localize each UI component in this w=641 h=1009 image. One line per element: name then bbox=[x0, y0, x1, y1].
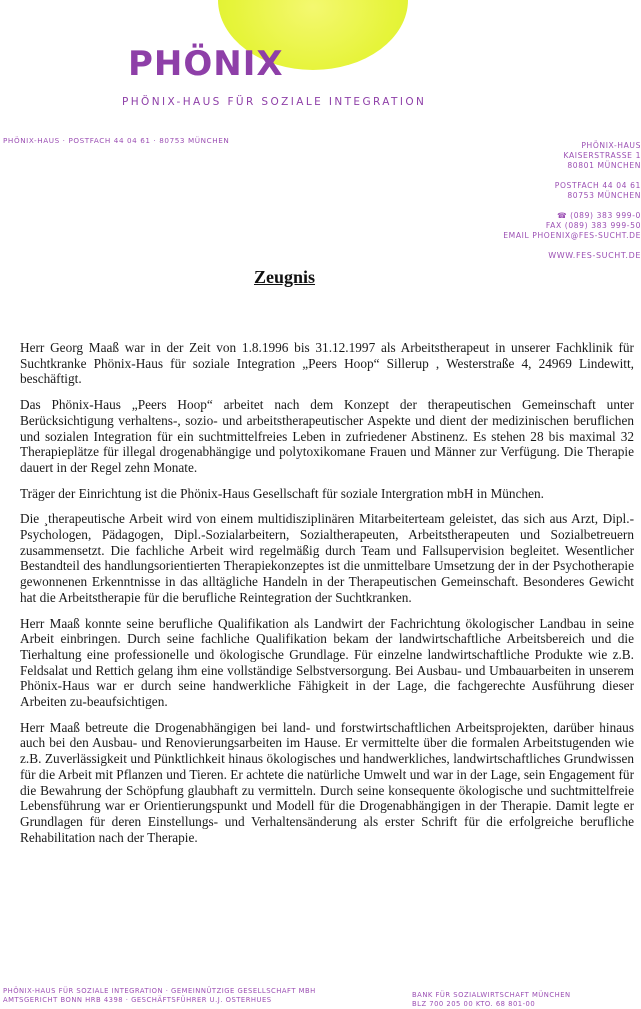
body-paragraph: Herr Georg Maaß war in der Zeit von 1.8.1996 bis 31.12.1997 als Arbeitstherapeut in unserer Fachklinik für Suchtkranke Phönix-Haus für soziale Integration „Peers Hoop“ Sillerup , Westerstraße 4, 24969 Lindewitt, beschäftigt. bbox=[20, 340, 634, 387]
document-title bbox=[0, 267, 641, 288]
body-paragraph: Die ¸therapeutische Arbeit wird von einem multidisziplinären Mitarbeiterteam geleistet, das sich aus Arzt, Dipl.-Psychologen, Pädagogen, Dipl.-Sozialarbeitern, Sozialtherapeuten, Arbeitstherapeuten und Sozialbetreuern zusammensetzt. Die fachliche Arbeit wird regelmäßig durch Team und Fallsupervision begleitet. Wesentlicher Bestandteil des handlungsorientierten Therapiekonzeptes ist die unmittelbare Umsetzung der in der Psychotherapie gewonnenen Erkenntnisse in das alltägliche Handeln in der Therapeutischen Gemeinschaft. Besonderes Gewicht hat die Arbeitstherapie für die berufliche Reintegration der Suchtkranken. bbox=[20, 511, 634, 605]
body-paragraph: Das Phönix-Haus „Peers Hoop“ arbeitet nach dem Konzept der therapeutischen Gemeinschaft unter Berücksichtigung verhaltens-, sozio- und arbeitstherapeutischer Aspekte und dient der medizinischen beruflichen und sozialen Integration für ein suchtmittelfreies Leben in zufriedener Abstinenz. Es stehen 28 bis maximal 32 Therapieplätze für illegal drogenabhängige und polytoxikomane Frauen und Männer zur Verfügung. Die Therapie dauert in der Regel zehn Monate. bbox=[20, 397, 634, 475]
footer-line: AMTSGERICHT BONN HRB 4398 · GESCHÄFTSFÜHRER U.J. OSTERHUES bbox=[3, 996, 272, 1004]
footer-bank bbox=[412, 991, 571, 1009]
address-block bbox=[421, 141, 641, 171]
brand-tagline: PHÖNIX-HAUS FÜR SOZIALE INTEGRATION bbox=[122, 96, 427, 108]
postbox-line: POSTFACH 44 04 61 bbox=[554, 181, 641, 190]
footer-company bbox=[3, 987, 316, 1005]
contact-block bbox=[421, 141, 641, 251]
postbox-line: 80753 MÜNCHEN bbox=[567, 191, 641, 200]
phone-line: ☎ (089) 383 999-0 bbox=[557, 211, 641, 220]
phone-block bbox=[421, 211, 641, 241]
footer-line: BLZ 700 205 00 KTO. 68 801-00 bbox=[412, 1000, 536, 1008]
body-paragraph: Herr Maaß betreute die Drogenabhängigen bei land- und forstwirtschaftlichen Arbeitsprojekten, darüber hinaus auch bei den Ausbau- und Renovierungsarbeiten im Hause. Er vermittelte über die formalen Arbeitstugenden wie z.B. Zuverlässigkeit und Pünktlichkeit hinaus ökologisches und handwerkliches, landwirtschaftliches Grundwissen für die Arbeit mit Pflanzen und Tieren. Er achtete die natürliche Umwelt und war in der Lage, sein Engagement für die Bewahrung der Schöpfung glaubhaft zu vermitteln. Durch seine konsequente ökologische und suchtmittelfreie Lebensführung war er Orientierungspunkt und Modell für die Drogenabhängigen in der Therapie. Damit legte er Grundlagen für deren Einstellungs- und Verhaltensänderung als erster Schrift für die erfolgreiche berufliche Rehabilitation nach der Therapie. bbox=[20, 719, 634, 845]
document-title-text: Zeugnis bbox=[253, 267, 316, 287]
fax-line: FAX (089) 383 999-50 bbox=[545, 221, 641, 230]
email-line: EMAIL PHOENIX@FES-SUCHT.DE bbox=[503, 231, 641, 240]
postbox-block bbox=[421, 181, 641, 201]
document-body bbox=[20, 340, 634, 855]
body-paragraph: Träger der Einrichtung ist die Phönix-Haus Gesellschaft für soziale Intergration mbH in München. bbox=[20, 485, 544, 501]
body-paragraph: Herr Maaß konnte seine berufliche Qualifikation als Landwirt der Fachrichtung ökologischer Landbau in seine Arbeit einbringen. Durch seine fachliche Qualifikation bekam der landwirtschaftliche Arbeitsbereich und die Tierhaltung eine professionelle und ökologische Grundlage. Für einzelne landwirtschaftliche Produkte wie z.B. Feldsalat und Rettich gelang ihm eine vollständige Selbstversorgung. Bei Ausbau- und Umbauarbeiten in unserem Phönix-Haus war er durch seine handwerkliche Fähigkeit in der Lage, die fachgerechte Ausführung dieser Arbeiten zu-beaufsichtigen. bbox=[20, 615, 634, 710]
brand-logo: PHÖNIX bbox=[128, 44, 284, 84]
footer-line: PHÖNIX-HAUS FÜR SOZIALE INTEGRATION · GEMEINNÜTZIGE GESELLSCHAFT MBH bbox=[3, 987, 316, 995]
address-line: PHÖNIX-HAUS bbox=[581, 141, 641, 150]
address-line: 80801 MÜNCHEN bbox=[567, 161, 641, 170]
website-link[interactable]: WWW.FES-SUCHT.DE bbox=[548, 251, 641, 260]
sender-line: PHÖNIX-HAUS · POSTFACH 44 04 61 · 80753 MÜNCHEN bbox=[3, 136, 230, 145]
footer-line: BANK FÜR SOZIALWIRTSCHAFT MÜNCHEN bbox=[412, 991, 571, 999]
address-line: KAISERSTRASSE 1 bbox=[563, 151, 641, 160]
